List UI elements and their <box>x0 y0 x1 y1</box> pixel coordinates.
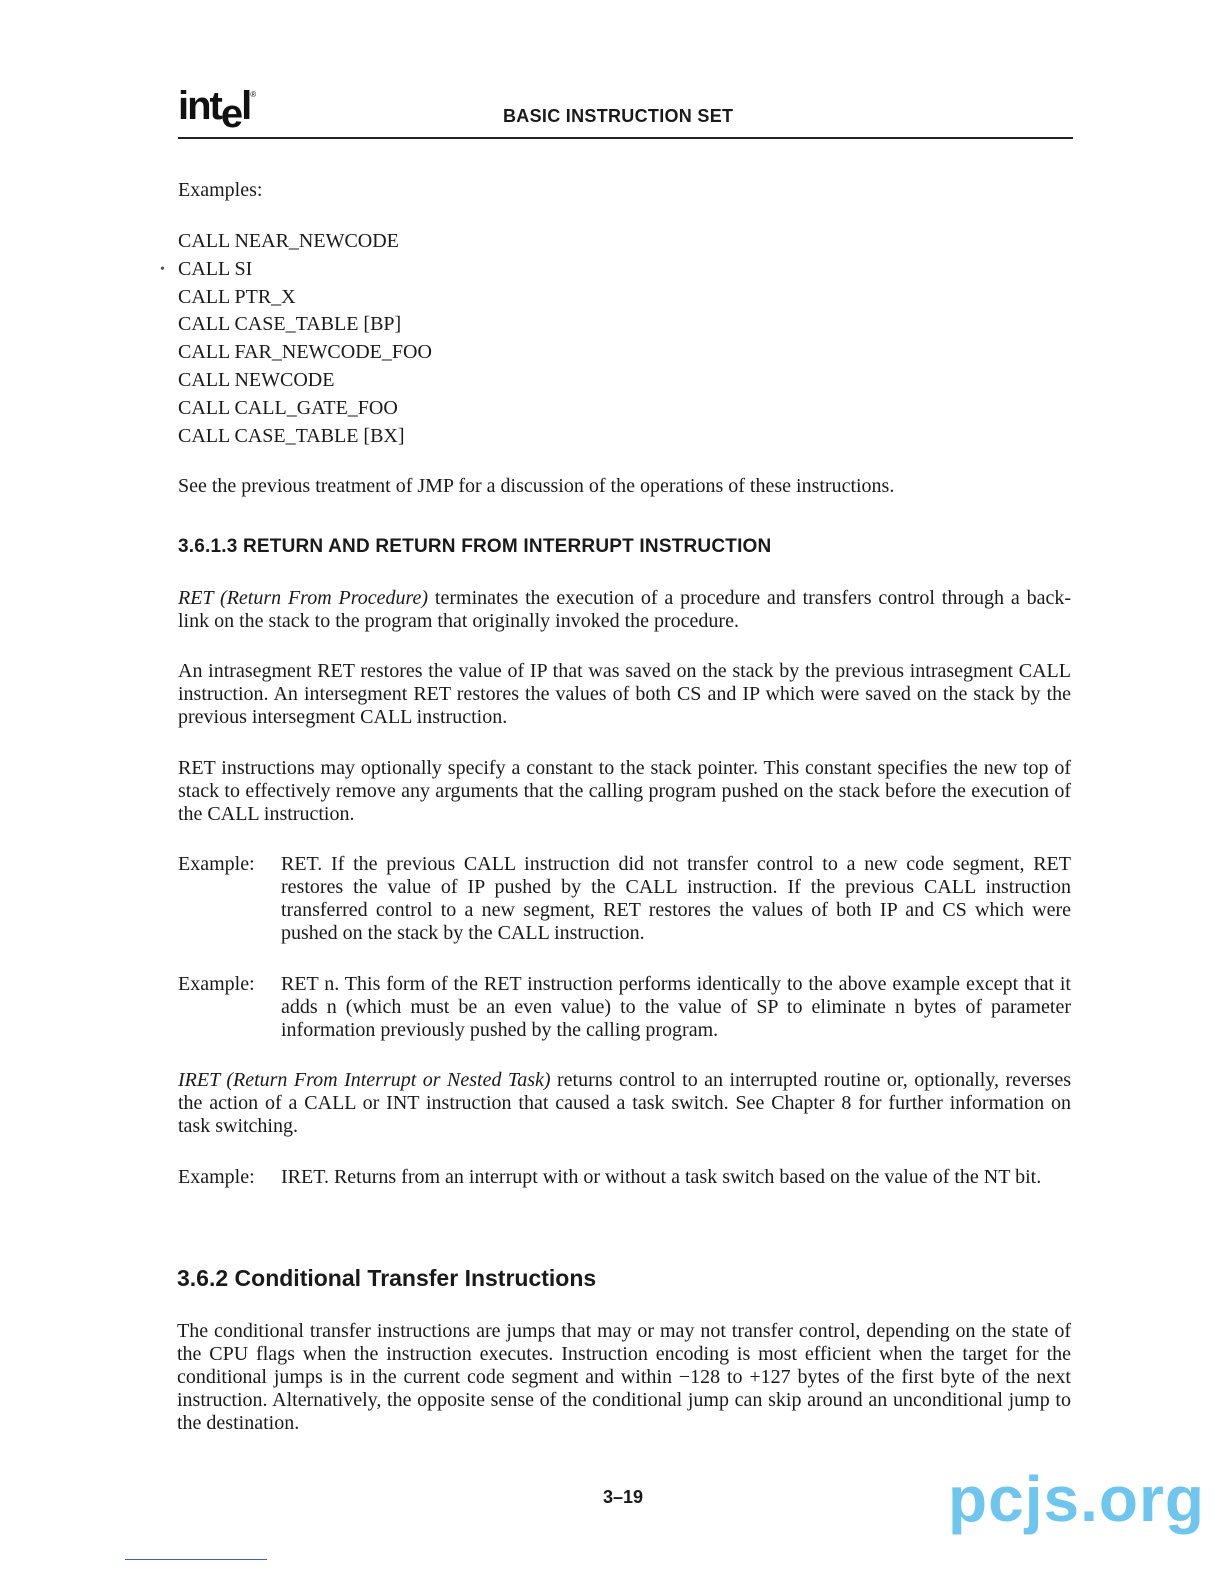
example-label: Example: <box>178 853 255 875</box>
code-line: CALL CASE_TABLE [BP] <box>178 313 402 336</box>
example-iret: IRET. Returns from an interrupt with or without a task switch based on the value of the NT bit. <box>281 1166 1042 1188</box>
ret-paragraph <box>178 587 1071 633</box>
section-362-heading: 3.6.2 Conditional Transfer Instructions <box>177 1265 597 1291</box>
code-examples <box>178 228 432 450</box>
example-label: Example: <box>178 1166 255 1188</box>
example-ret-n: RET n. This form of the RET instruction performs identically to the above example except that it adds n (which must be an even value) to the value of SP to eliminate n bytes of parameter information previously pushed by the calling program. <box>281 973 1071 1041</box>
ret-term: RET (Return From Procedure) <box>178 587 429 609</box>
example-label: Example: <box>178 973 255 995</box>
iret-description: returns control to an interrupted routine or, optionally, reverses the action of a CALL or INT instruction that caused a task switch. See Chapter 8 for further information on task switching. <box>178 1069 1071 1137</box>
intel-logo: intel® <box>178 84 257 136</box>
section-3613-heading: 3.6.1.3 RETURN AND RETURN FROM INTERRUPT INSTRUCTION <box>178 536 772 557</box>
code-line: CALL SI <box>178 257 253 280</box>
header-rule <box>178 137 1073 139</box>
ret-description: terminates the execution of a procedure and transfers control through a back-link on the stack to the program that originally invoked the procedure. <box>178 587 1071 632</box>
code-line: CALL FAR_NEWCODE_FOO <box>178 341 432 364</box>
see-previous-paragraph: See the previous treatment of JMP for a discussion of the operations of these instructions. <box>178 475 895 497</box>
code-line: CALL NEAR_NEWCODE <box>178 230 399 252</box>
ret-constant-paragraph: RET instructions may optionally specify a constant to the stack pointer. This constant specifies the new top of stack to effectively remove any arguments that the calling program pushed on the stack before the execution of the CALL instruction. <box>178 757 1071 825</box>
code-line: CALL CASE_TABLE [BX] <box>178 424 405 447</box>
page-number: 3–19 <box>603 1487 644 1507</box>
margin-dot: • <box>160 262 165 277</box>
iret-term: IRET (Return From Interrupt or Nested Task) <box>178 1069 551 1091</box>
code-line: CALL CALL_GATE_FOO <box>178 396 398 419</box>
pcjs-watermark: pcjs.org <box>948 1463 1205 1535</box>
code-line: CALL PTR_X <box>178 285 296 308</box>
examples-label: Examples: <box>178 179 263 201</box>
conditional-transfer-paragraph: The conditional transfer instructions are jumps that may or may not transfer control, depending on the state of the CPU flags when the instruction executes. Instruction encoding is most efficient when the target for the conditional jumps is in the current code segment and within −128 to +127 bytes of the first byte of the next instruction. Alternatively, the opposite sense of the conditional jump can skip around an unconditional jump to the destination. <box>177 1320 1071 1434</box>
code-line: CALL NEWCODE <box>178 368 335 391</box>
running-header-title: BASIC INSTRUCTION SET <box>503 106 734 126</box>
intrasegment-paragraph: An intrasegment RET restores the value of IP that was saved on the stack by the previous intrasegment CALL instruction. An intersegment RET restores the values of both CS and IP which were saved on the stack by the previous intersegment CALL instruction. <box>178 660 1071 728</box>
bottom-link-underline <box>125 1559 267 1560</box>
iret-paragraph <box>178 1069 1071 1138</box>
example-ret: RET. If the previous CALL instruction did not transfer control to a new code segment, RET restores the value of IP pushed by the CALL instruction. If the previous CALL instruction transferred control to a new segment, RET restores the values of both IP and CS which were pushed on the stack by the CALL instruction. <box>281 853 1071 944</box>
